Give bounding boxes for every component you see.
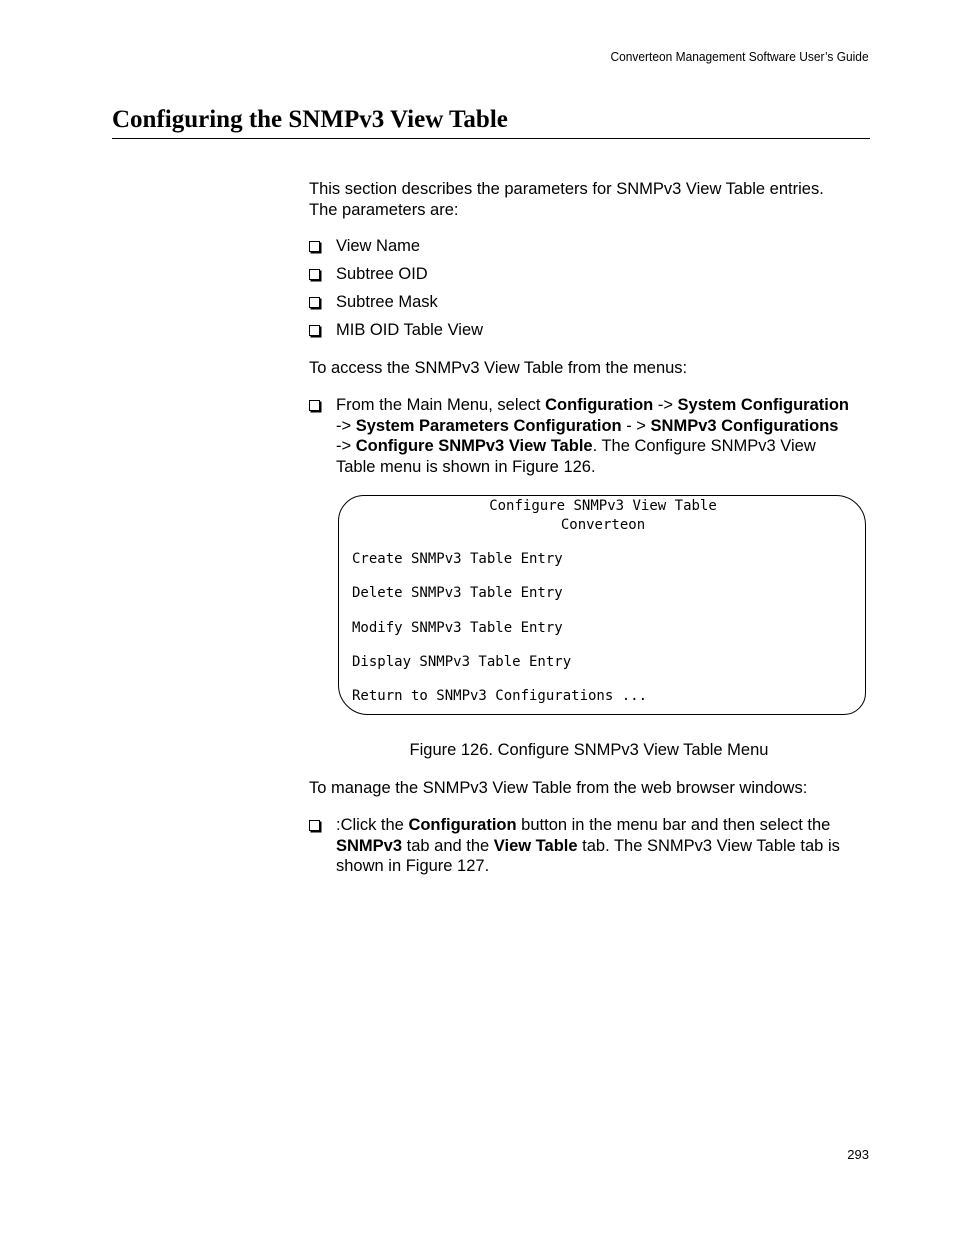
list-item (309, 815, 874, 877)
list-item (309, 236, 874, 264)
web-intro: To manage the SNMPv3 View Table from the web browser windows: (309, 779, 808, 797)
text-run: :Click the (336, 816, 409, 834)
terminal-subtitle: Converteon (560, 517, 646, 533)
terminal-menu-item-delete: Delete SNMPv3 Table Entry (352, 585, 563, 601)
terminal-menu-item-modify: Modify SNMPv3 Table Entry (352, 620, 563, 636)
checkbox-bullet-icon (309, 269, 320, 280)
text-run: -> (653, 396, 678, 414)
terminal-menu-item-display: Display SNMPv3 Table Entry (352, 654, 572, 670)
bold-term: View Table (493, 836, 578, 855)
menus-step-list (309, 395, 874, 477)
text-run: -> (336, 437, 356, 455)
section-title: Configuring the SNMPv3 View Table (112, 106, 870, 139)
checkbox-bullet-icon (309, 820, 320, 831)
checkbox-bullet-icon (309, 297, 320, 308)
terminal-menu-item-return: Return to SNMPv3 Configurations ... (352, 688, 648, 704)
parameter-label: Subtree Mask (336, 293, 438, 311)
checkbox-bullet-icon (309, 400, 320, 411)
text-run: -> (336, 416, 356, 435)
terminal-menu-screen (338, 495, 866, 715)
running-header: Converteon Management Software User’s Guide (610, 49, 869, 64)
text-run: Table menu is shown in Figure 126. (336, 457, 596, 476)
checkbox-bullet-icon (309, 241, 320, 252)
bold-term: SNMPv3 (336, 836, 403, 855)
page-number: 293 (847, 1147, 869, 1162)
checkbox-bullet-icon (309, 325, 320, 336)
text-run: button in the menu bar and then select the (516, 816, 831, 834)
bold-term: Configuration (545, 396, 654, 414)
bold-term: System Configuration (677, 396, 849, 414)
bold-term: System Parameters Configuration (355, 416, 622, 435)
intro-line-1: This section describes the parameters for SNMPv3 View Table entries. (309, 180, 824, 198)
bold-term: Configure SNMPv3 View Table (355, 437, 593, 455)
parameter-label: View Name (336, 237, 421, 255)
figure-caption: Figure 126. Configure SNMPv3 View Table Menu (409, 741, 769, 759)
bold-term: Configuration (408, 816, 517, 834)
list-item (309, 264, 874, 292)
intro-line-2: The parameters are: (309, 200, 459, 219)
text-run: From the Main Menu, select (336, 396, 546, 414)
list-item (309, 320, 874, 348)
intro-paragraph (309, 179, 874, 220)
text-run: tab. The SNMPv3 View Table tab is (577, 836, 840, 855)
text-run: tab and the (402, 836, 494, 855)
text-run: - > (621, 416, 651, 435)
text-run: . The Configure SNMPv3 View (592, 437, 816, 455)
text-run: shown in Figure 127. (336, 857, 490, 875)
parameter-list (309, 236, 874, 348)
terminal-menu-item-create: Create SNMPv3 Table Entry (352, 551, 563, 567)
list-item (309, 395, 874, 477)
web-step-list (309, 815, 874, 877)
parameter-label: MIB OID Table View (336, 321, 484, 339)
parameter-label: Subtree OID (336, 265, 428, 283)
list-item (309, 292, 874, 320)
menus-intro: To access the SNMPv3 View Table from the menus: (309, 359, 688, 377)
bold-term: SNMPv3 Configurations (650, 416, 839, 435)
terminal-title: Configure SNMPv3 View Table (489, 498, 717, 514)
